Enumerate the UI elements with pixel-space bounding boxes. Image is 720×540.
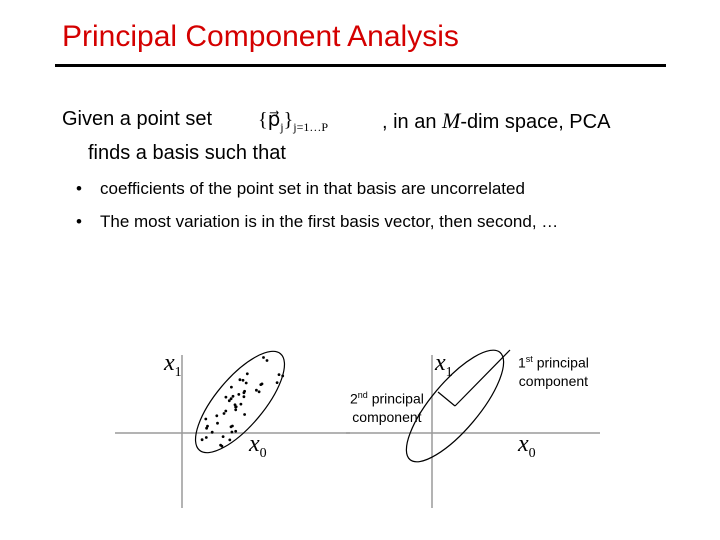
- intro-mid: , in an: [382, 111, 443, 133]
- first-pc-line1: [518, 350, 589, 372]
- data-point: [243, 413, 246, 416]
- data-point: [234, 403, 237, 406]
- data-point: [225, 396, 228, 399]
- bullet-item: • The most variation is in the first basis vector, then second, …: [76, 212, 559, 231]
- data-point: [230, 425, 233, 428]
- first-pc-annotation: [518, 350, 589, 390]
- data-point: [255, 389, 258, 392]
- data-point: [242, 379, 245, 382]
- second-pc-line: [438, 392, 455, 406]
- data-point: [230, 386, 233, 389]
- left-y-label-var: x: [164, 350, 175, 376]
- formula-close: }: [283, 109, 294, 131]
- data-point: [278, 373, 281, 376]
- data-point: [266, 359, 269, 362]
- data-point: [223, 412, 226, 415]
- data-point: [224, 410, 227, 413]
- data-point: [201, 438, 204, 441]
- second-pc-line2: component: [352, 408, 422, 425]
- data-point: [205, 436, 208, 439]
- bullet-text: coefficients of the point set in that basis are uncorrelated: [100, 179, 525, 198]
- data-point: [204, 418, 207, 421]
- data-point: [240, 403, 243, 406]
- second-pc-annotation: [350, 386, 424, 426]
- right-x-label-sub: 0: [528, 446, 536, 461]
- left-x-label-var: x: [249, 431, 260, 457]
- right-x-axis-label: [518, 431, 536, 462]
- left-data-ellipse: [181, 338, 299, 465]
- data-point: [211, 431, 214, 434]
- formula-j: j: [280, 120, 284, 134]
- data-point: [215, 414, 218, 417]
- data-point: [234, 408, 237, 411]
- data-point: [239, 378, 242, 381]
- data-point: [243, 395, 246, 398]
- slide-title: Principal Component Analysis: [62, 20, 459, 53]
- first-pc-num: 1: [518, 354, 526, 371]
- data-point: [243, 390, 246, 393]
- first-pc-rest: principal: [532, 354, 589, 371]
- data-point: [228, 439, 231, 442]
- left-y-label-sub: 1: [174, 365, 182, 380]
- data-point: [221, 445, 224, 448]
- data-point: [232, 395, 235, 398]
- data-point: [258, 390, 261, 393]
- data-point: [216, 422, 219, 425]
- intro-m: M: [442, 108, 461, 133]
- second-pc-sup: nd: [357, 390, 368, 400]
- data-point: [281, 375, 284, 378]
- data-point: [230, 397, 233, 400]
- second-pc-rest: principal: [367, 390, 424, 407]
- data-point: [231, 431, 234, 434]
- bullet-item: • coefficients of the point set in that basis are uncorrelated: [76, 179, 525, 198]
- data-point: [259, 383, 262, 386]
- left-plot: [115, 338, 350, 508]
- right-y-label-sub: 1: [445, 365, 453, 380]
- intro-line2: finds a basis such that: [88, 142, 286, 164]
- data-point: [206, 425, 209, 428]
- data-point: [245, 382, 248, 385]
- data-point: [262, 356, 265, 359]
- data-point: [234, 430, 237, 433]
- first-pc-line2: component: [518, 372, 589, 389]
- right-y-label-var: x: [435, 350, 446, 376]
- data-point: [222, 435, 225, 438]
- right-x-label-var: x: [518, 431, 529, 457]
- second-pc-num: 2: [350, 390, 358, 407]
- left-x-label-sub: 0: [259, 446, 267, 461]
- first-pc-sup: st: [525, 354, 533, 364]
- data-point: [246, 372, 249, 375]
- right-y-axis-label: [435, 350, 453, 381]
- data-point: [237, 393, 240, 396]
- formula-main: {p⃗: [258, 109, 281, 131]
- second-pc-line1: [350, 386, 424, 408]
- left-x-axis-label: [249, 431, 267, 462]
- intro-prefix: Given a point set: [62, 108, 213, 130]
- intro-suffix: -dim space, PCA: [460, 111, 611, 133]
- data-point: [276, 381, 279, 384]
- formula-sub: j=1…P: [293, 120, 329, 134]
- bullet-text: The most variation is in the first basis vector, then second, …: [100, 212, 559, 231]
- first-pc-line: [455, 350, 510, 406]
- left-y-axis-label: [164, 350, 182, 381]
